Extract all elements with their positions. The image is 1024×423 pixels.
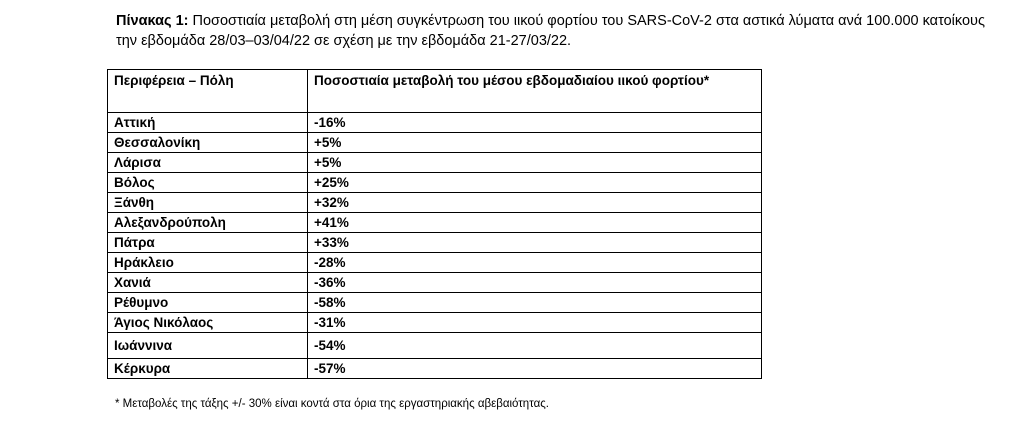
region-cell: Αλεξανδρούπολη [108, 213, 308, 233]
change-cell: +25% [308, 173, 762, 193]
table-row [108, 173, 762, 193]
region-cell: Άγιος Νικόλαος [108, 313, 308, 333]
region-cell: Χανιά [108, 273, 308, 293]
table-header-row [108, 70, 762, 113]
table-row [108, 113, 762, 133]
change-cell: -28% [308, 253, 762, 273]
region-cell: Ξάνθη [108, 193, 308, 213]
table-caption [116, 11, 996, 51]
header-region: Περιφέρεια – Πόλη [108, 70, 308, 113]
table-row [108, 153, 762, 173]
caption-text: Ποσοστιαία μεταβολή στη μέση συγκέντρωση του ιικού φορτίου του SARS-CoV-2 στα αστικά λύματα ανά 100.000 κατοίκους την εβδομάδα 28/03–03/04/22 σε σχέση με την εβδομάδα 21-27/03/22. [116, 13, 985, 49]
region-cell: Αττική [108, 113, 308, 133]
region-cell: Ρέθυμνο [108, 293, 308, 313]
change-cell: +5% [308, 133, 762, 153]
change-cell: -36% [308, 273, 762, 293]
change-cell: +33% [308, 233, 762, 253]
region-cell: Ιωάννινα [108, 333, 308, 359]
region-cell: Λάρισα [108, 153, 308, 173]
change-cell: +32% [308, 193, 762, 213]
table-footnote: * Μεταβολές της τάξης +/- 30% είναι κοντά στα όρια της εργαστηριακής αβεβαιότητας. [115, 398, 549, 410]
header-change: Ποσοστιαία μεταβολή του μέσου εβδομαδιαίου ιικού φορτίου* [308, 70, 762, 113]
viral-load-table [107, 69, 762, 379]
table-row [108, 233, 762, 253]
change-cell: -58% [308, 293, 762, 313]
table-row [108, 313, 762, 333]
region-cell: Ηράκλειο [108, 253, 308, 273]
table-row [108, 253, 762, 273]
change-cell: -16% [308, 113, 762, 133]
table-row [108, 333, 762, 359]
table-row [108, 293, 762, 313]
change-cell: -54% [308, 333, 762, 359]
region-cell: Πάτρα [108, 233, 308, 253]
table-row [108, 273, 762, 293]
region-cell: Κέρκυρα [108, 359, 308, 379]
table-row [108, 133, 762, 153]
table-row [108, 213, 762, 233]
region-cell: Θεσσαλονίκη [108, 133, 308, 153]
change-cell: +41% [308, 213, 762, 233]
change-cell: -57% [308, 359, 762, 379]
change-cell: -31% [308, 313, 762, 333]
table-row [108, 193, 762, 213]
region-cell: Βόλος [108, 173, 308, 193]
table-row [108, 359, 762, 379]
change-cell: +5% [308, 153, 762, 173]
caption-label: Πίνακας 1: [116, 13, 189, 29]
